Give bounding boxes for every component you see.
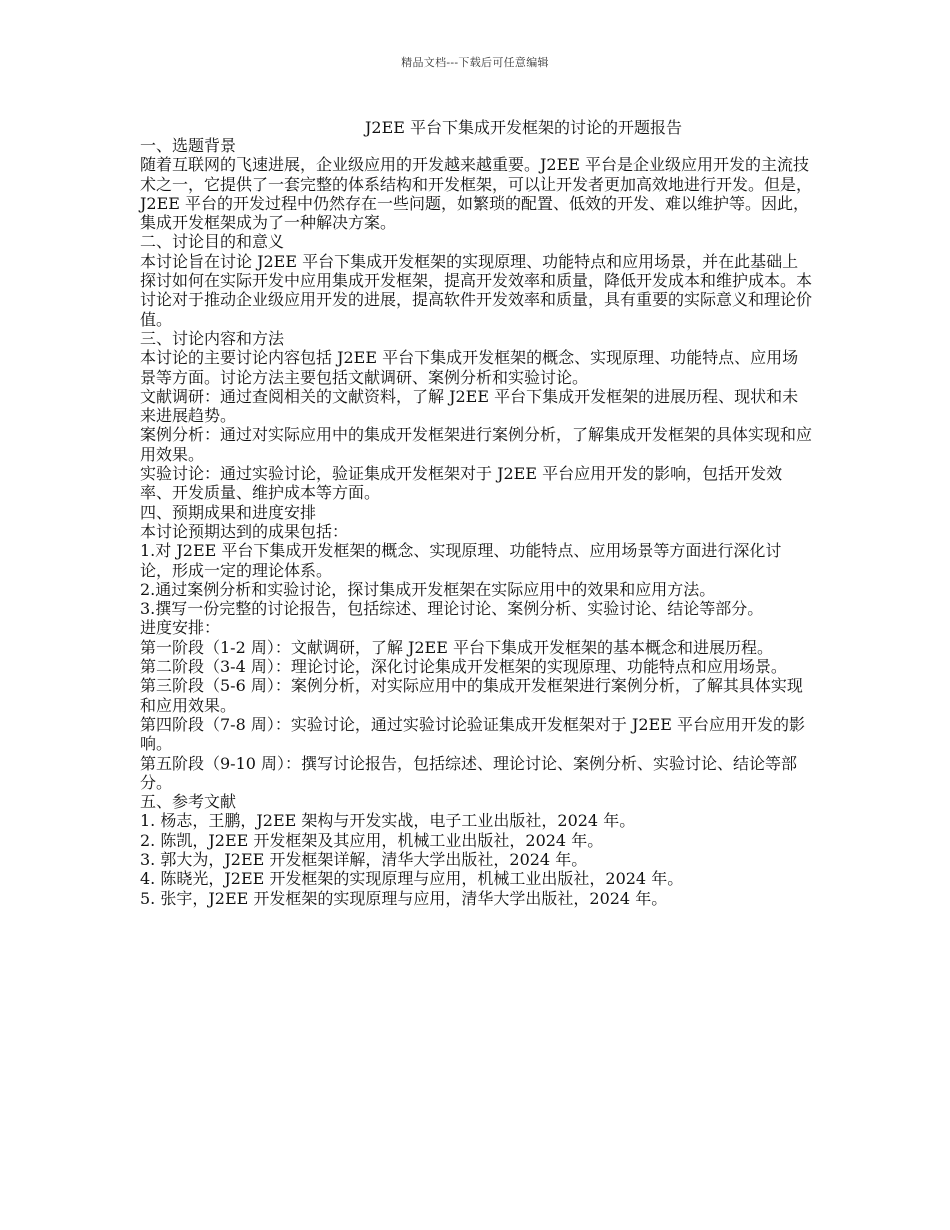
schedule-heading: 进度安排： bbox=[140, 618, 221, 638]
section-heading-outcomes-schedule: 四、预期成果和进度安排 bbox=[140, 502, 317, 522]
document-body bbox=[140, 136, 812, 908]
schedule-phase-4: 第四阶段（7-8 周）：实验讨论，通过实验讨论验证集成开发框架对于 J2EE 平台应用开发的影响。 bbox=[140, 714, 805, 754]
paragraph-content: 本讨论的主要讨论内容包括 J2EE 平台下集成开发框架的概念、实现原理、功能特点、应用场景等方面。讨论方法主要包括文献调研、案例分析和实验讨论。 bbox=[140, 348, 799, 387]
schedule-phase-5: 第五阶段（9-10 周）：撰写讨论报告，包括综述、理论讨论、案例分析、实验讨论、结论等部分。 bbox=[140, 753, 798, 792]
schedule-phase-2: 第二阶段（3-4 周）：理论讨论，深化讨论集成开发框架的实现原理、功能特点和应用场景。 bbox=[140, 657, 787, 677]
section-heading-content-methods: 三、讨论内容和方法 bbox=[140, 328, 285, 348]
section-heading-references: 五、参考文献 bbox=[140, 792, 237, 812]
reference-item-3: 3. 郭大为，J2EE 开发框架详解，清华大学出版社，2024 年。 bbox=[140, 849, 588, 869]
section-heading-purpose: 二、讨论目的和意义 bbox=[140, 232, 285, 252]
page-header: 精品文档---下载后可任意编辑 bbox=[401, 56, 549, 69]
outcome-item-2: 2.通过案例分析和实验讨论，探讨集成开发框架在实际应用中的效果和应用方法。 bbox=[140, 579, 716, 599]
paragraph-case-analysis: 案例分析：通过对实际应用中的集成开发框架进行案例分析，了解集成开发框架的具体实现和应用效果。 bbox=[140, 425, 813, 464]
paragraph-purpose: 本讨论旨在讨论 J2EE 平台下集成开发框架的实现原理、功能特点和应用场景，并在此基础上探讨如何在实际开发中应用集成开发框架，提高开发效率和质量，降低开发成本和维护成本。本讨论对于推动企业级应用开发的进展，提高软件开发效率和质量，具有重要的实际意义和理论价值。 bbox=[140, 251, 813, 329]
section-heading-background: 一、选题背景 bbox=[140, 136, 237, 155]
paragraph-experiment: 实验讨论：通过实验讨论，验证集成开发框架对于 J2EE 平台应用开发的影响，包括开发效率、开发质量、维护成本等方面。 bbox=[140, 464, 783, 503]
reference-item-4: 4. 陈晓光，J2EE 开发框架的实现原理与应用，机械工业出版社，2024 年。 bbox=[140, 869, 684, 889]
outcome-item-1: 1.对 J2EE 平台下集成开发框架的概念、实现原理、功能特点、应用场景等方面进行深化讨论，形成一定的理论体系。 bbox=[140, 541, 782, 580]
reference-item-5: 5. 张宇，J2EE 开发框架的实现原理与应用，清华大学出版社，2024 年。 bbox=[140, 888, 668, 908]
document-title: J2EE 平台下集成开发框架的讨论的开题报告 bbox=[365, 118, 683, 137]
schedule-phase-1: 第一阶段（1-2 周）：文献调研，了解 J2EE 平台下集成开发框架的基本概念和进展历程。 bbox=[140, 637, 773, 657]
reference-item-2: 2. 陈凯，J2EE 开发框架及其应用，机械工业出版社，2024 年。 bbox=[140, 830, 604, 850]
schedule-phase-3: 第三阶段（5-6 周）：案例分析，对实际应用中的集成开发框架进行案例分析，了解其具体实现和应用效果。 bbox=[140, 676, 803, 715]
paragraph-outcomes-intro: 本讨论预期达到的成果包括： bbox=[140, 521, 349, 541]
paragraph-literature-review: 文献调研：通过查阅相关的文献资料，了解 J2EE 平台下集成开发框架的进展历程、现状和未来进展趋势。 bbox=[140, 386, 799, 426]
outcome-item-3: 3.撰写一份完整的讨论报告，包括综述、理论讨论、案例分析、实验讨论、结论等部分。 bbox=[140, 599, 764, 619]
reference-item-1: 1. 杨志，王鹏，J2EE 架构与开发实战，电子工业出版社，2024 年。 bbox=[140, 811, 636, 831]
paragraph-background: 随着互联网的飞速进展，企业级应用的开发越来越重要。J2EE 平台是企业级应用开发的主流技术之一，它提供了一套完整的体系结构和开发框架，可以让开发者更加高效地进行开发。但是，J2EE 平台的开发过程中仍然存在一些问题，如繁琐的配置、低效的开发、难以维护等。因此，集成开发框架成为了一种解决方案。 bbox=[140, 155, 813, 233]
